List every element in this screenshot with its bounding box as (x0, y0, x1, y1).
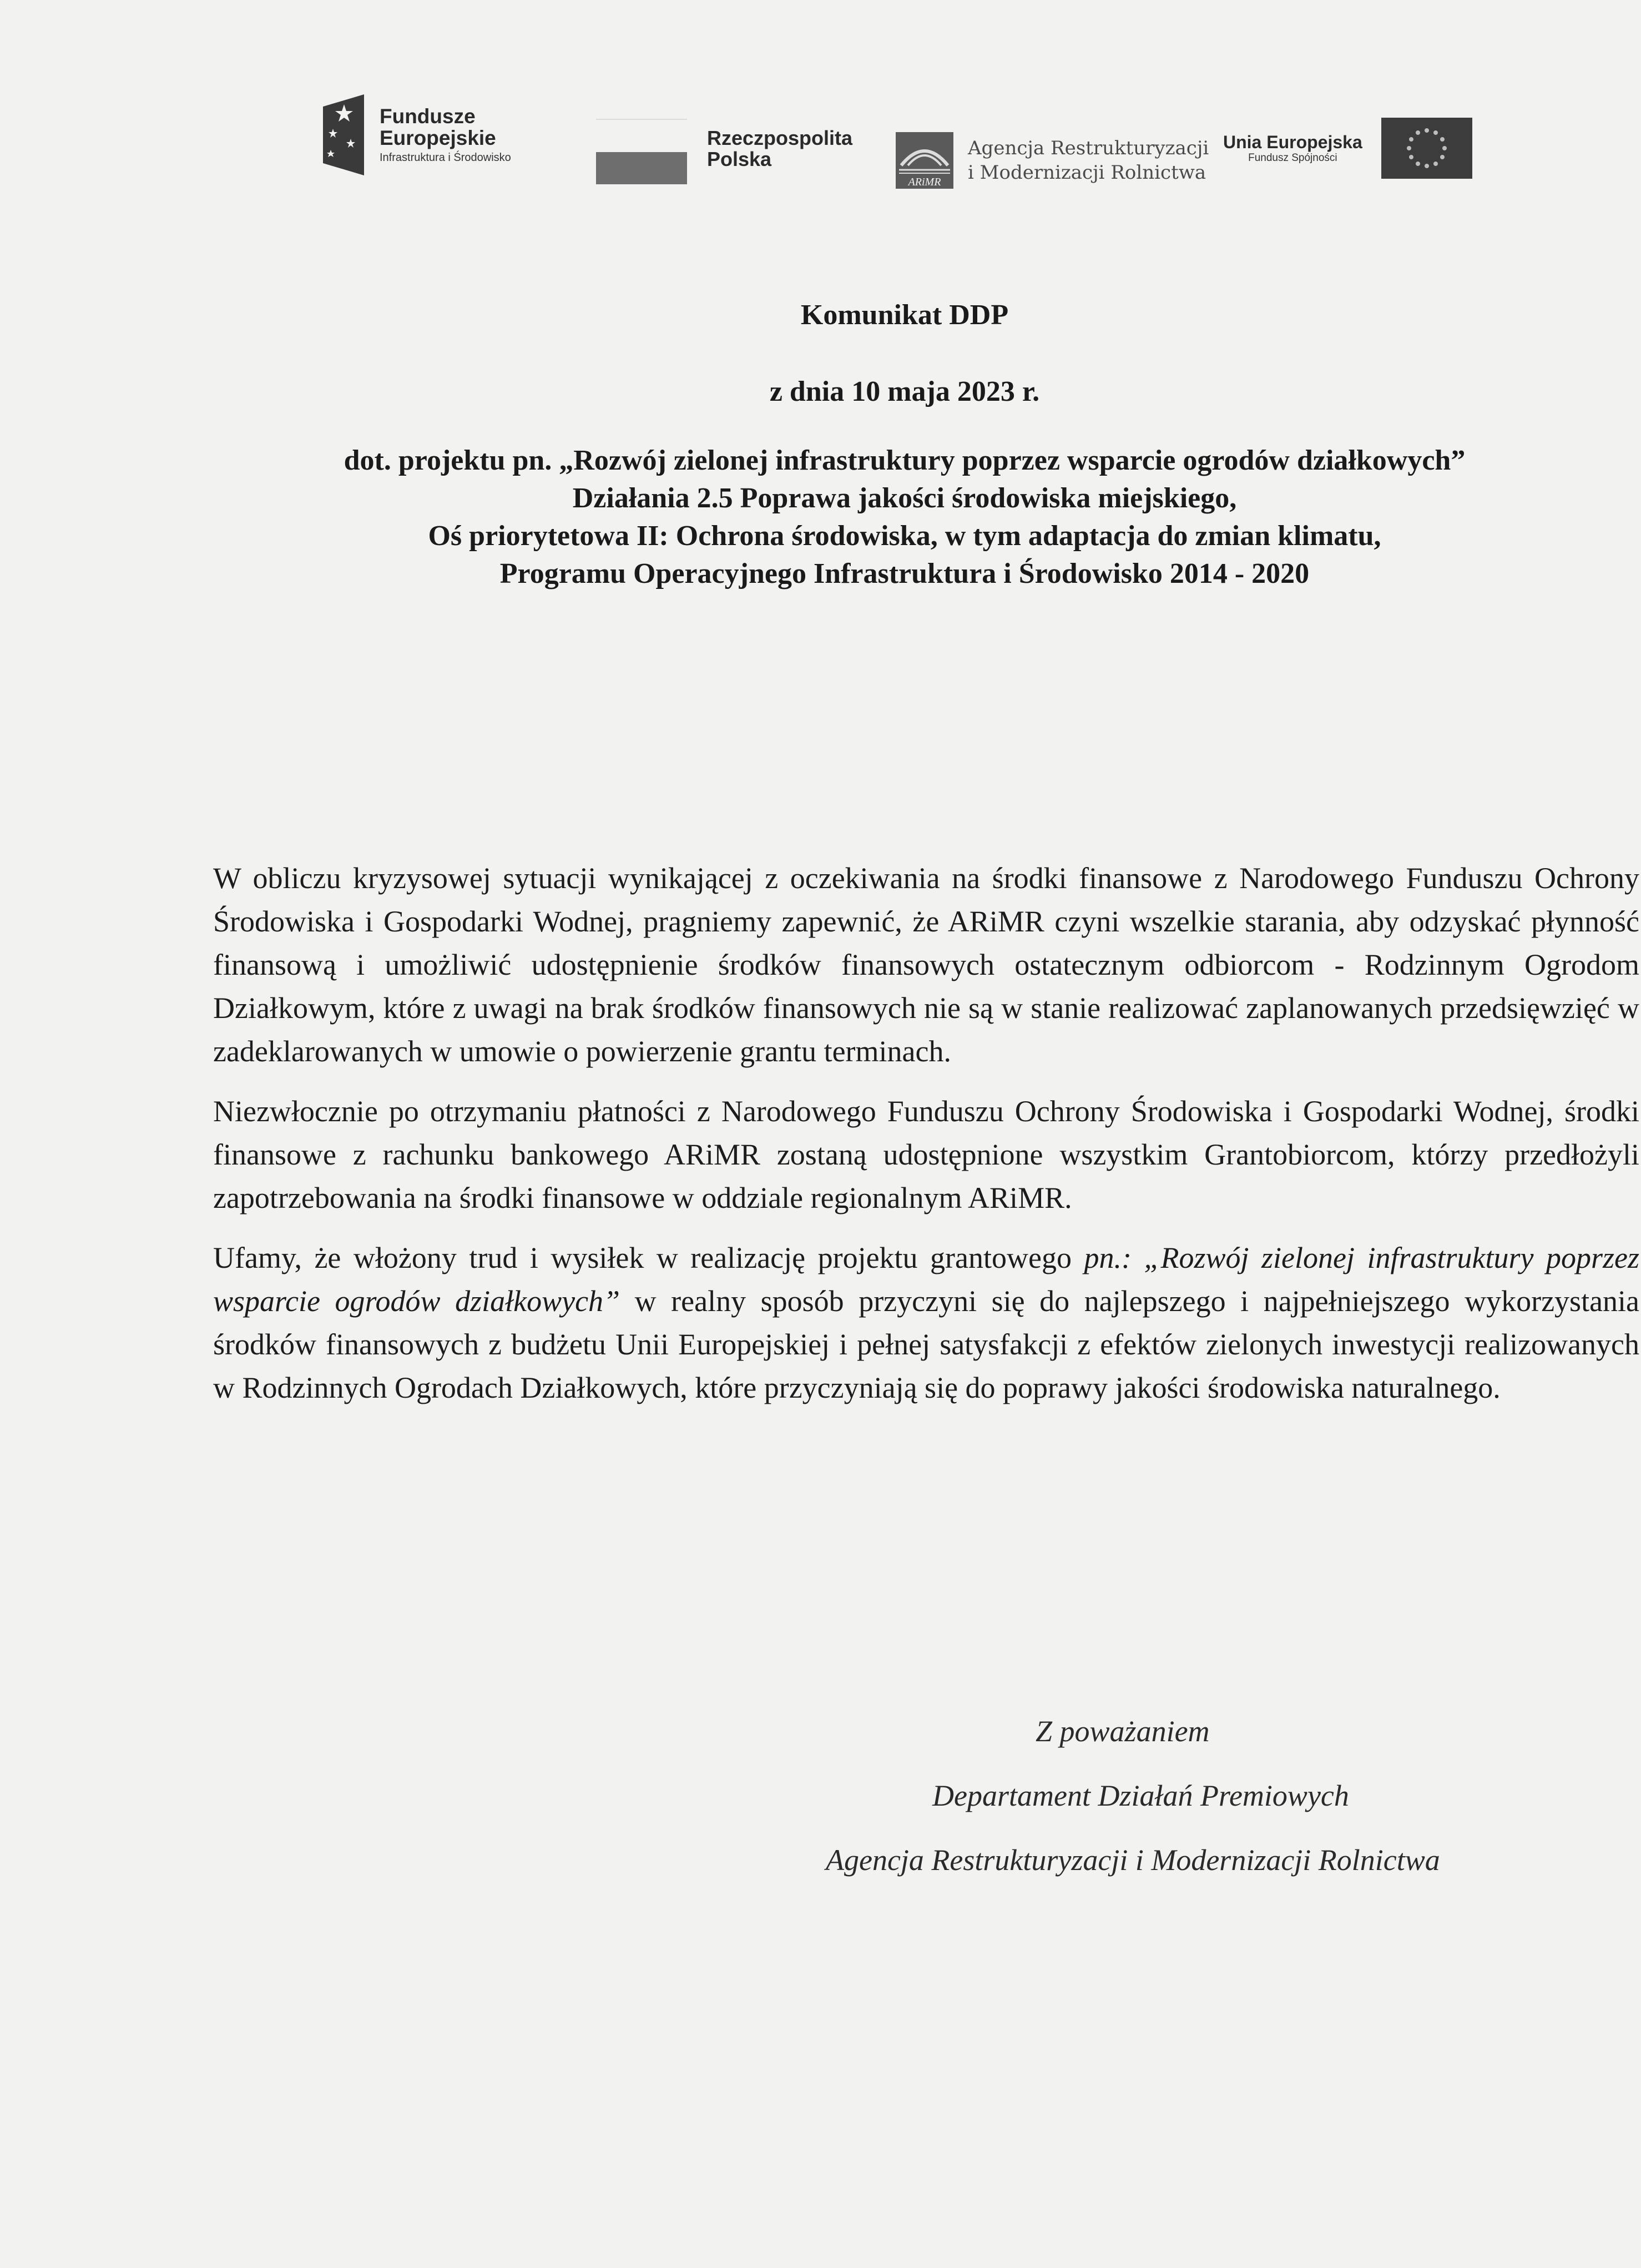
body-paragraph-3 (213, 1236, 1639, 1409)
unia-europejska-logo (1223, 118, 1472, 179)
rzeczpospolita-line1: Rzeczpospolita (707, 127, 853, 150)
paragraph-3-end: w realny sposób przyczyni się do najlepszego i najpełniejszego wykorzystania środków finansowych z budżetu Unii Europejskiej i pełnej satysfakcji z efektów zielonych inwestycji realizowanych w Rodzinnych Ogrodach Działkowych, które przyczyniają się do poprawy jakości środowiska naturalnego. (213, 1284, 1640, 1404)
fundusze-europejskie-emblem-icon (322, 94, 365, 175)
project-name-quote: pn.: „Rozwój zielonej infrastruktury poprzez wsparcie ogrodów działkowych” (213, 1241, 1639, 1318)
subject-line: Oś priorytetowa II: Ochrona środowiska, w tym adaptacja do zmian klimatu, (428, 520, 1381, 552)
arimr-emblem-icon (896, 132, 953, 189)
subject-line: Programu Operacyjnego Infrastruktura i Środowisko 2014 - 2020 (499, 558, 1310, 589)
rzeczpospolita-polska-logo (596, 119, 852, 184)
fundusze-line3: Infrastruktura i Środowisko (380, 152, 511, 164)
document-subject (166, 442, 1641, 593)
arimr-line2: i Modernizacji Rolnictwa (968, 162, 1206, 184)
polish-flag-icon (596, 119, 687, 184)
subject-line: dot. projektu pn. „Rozwój zielonej infrastruktury poprzez wsparcie ogrodów działkowych” (344, 445, 1466, 476)
document-title: Komunikat DDP (800, 299, 1009, 331)
signature-greeting: Z poważaniem (1036, 1715, 1210, 1748)
document-body (213, 856, 1639, 1426)
arimr-badge-text: ARiMR (908, 176, 941, 188)
signature-agency: Agencja Restrukturyzacji i Modernizacji Rolnictwa (826, 1843, 1440, 1877)
arimr-logo (896, 132, 1209, 189)
signature-department: Departament Działań Premiowych (932, 1779, 1349, 1812)
fundusze-line1: Fundusze (380, 104, 476, 128)
document-date: z dnia 10 maja 2023 r. (769, 376, 1040, 407)
body-paragraph-2: Niezwłocznie po otrzymaniu płatności z Narodowego Funduszu Ochrony Środowiska i Gospodarki Wodnej, środki finansowe z rachunku bankowego ARiMR zostaną udostępnione wszystkim Grantobiorcom, którzy przedłożyli zapotrzebowania na środki finansowe w oddziale regionalnym ARiMR. (213, 1095, 1639, 1214)
rzeczpospolita-line2: Polska (707, 148, 772, 170)
fundusze-europejskie-logo (322, 94, 511, 175)
fundusze-line2: Europejskie (380, 126, 496, 149)
eu-flag-icon (1381, 118, 1472, 179)
subject-line: Działania 2.5 Poprawa jakości środowiska miejskiego, (572, 482, 1237, 514)
arimr-line1: Agencja Restrukturyzacji (968, 137, 1209, 159)
body-paragraph-1: W obliczu kryzysowej sytuacji wynikającej z oczekiwania na środki finansowe z Narodowego Funduszu Ochrony Środowiska i Gospodarki Wodnej, pragniemy zapewnić, że ARiMR czyni wszelkie starania, aby odzyskać płynność finansową i umożliwić udostępnienie środków finansowych ostatecznym odbiorcom - Rodzinnym Ogrodom Działkowym, które z uwagi na brak środków finansowych nie są w stanie realizować zaplanowanych przedsięwzięć w zadeklarowanych w umowie o powierzenie grantu terminach. (213, 861, 1639, 1068)
paragraph-3-start: Ufamy, że włożony trud i wysiłek w realizację projektu grantowego (213, 1241, 1084, 1274)
ue-line2: Fundusz Spójności (1248, 152, 1337, 164)
ue-line1: Unia Europejska (1223, 132, 1362, 152)
